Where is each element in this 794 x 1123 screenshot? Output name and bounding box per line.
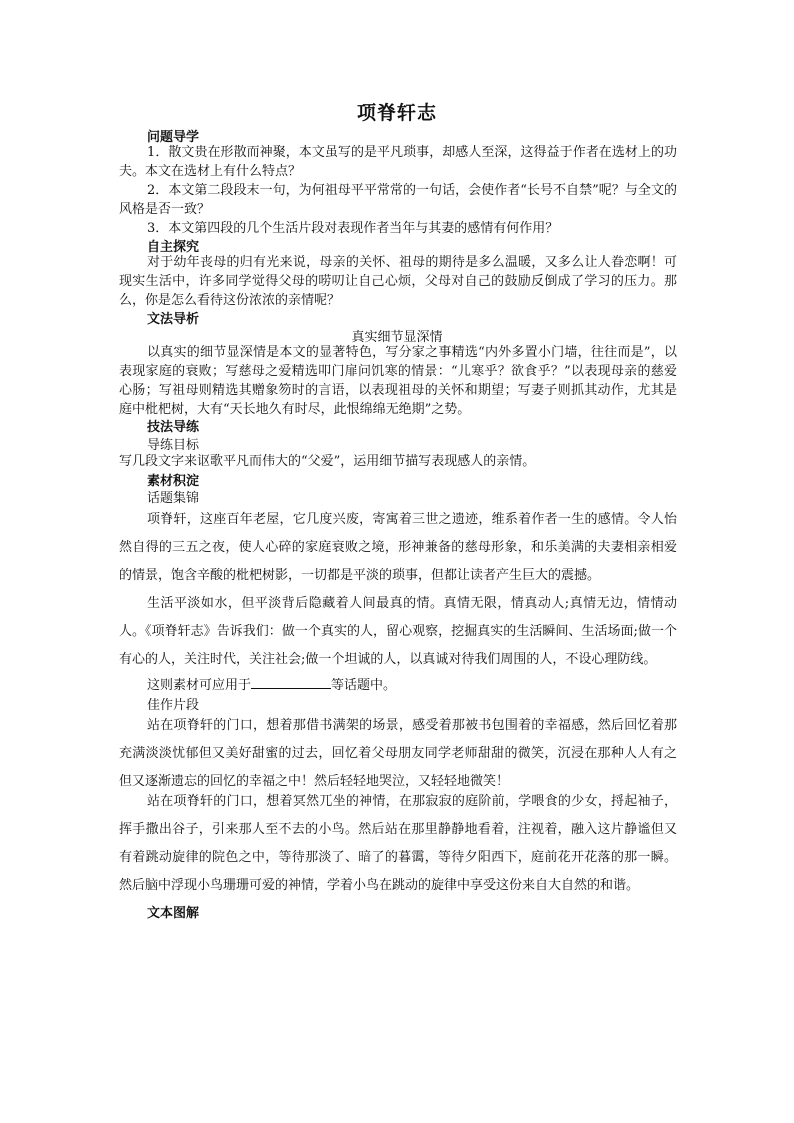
question-2: 2．本文第二段段末一句，为何祖母平平常常的一句话，会使作者“长号不自禁”呢？与全文的风格是否一致？ (119, 183, 677, 217)
question-1: 1．散文贵在形散而神聚，本文虽写的是平凡琐事，却感人至深，这得益于作者在选材上的功夫。本文在选材上有什么特点？ (119, 145, 677, 179)
apply-text-after: 等话题中。 (331, 678, 397, 693)
question-3: 3．本文第四段的几个生活片段对表现作者当年与其妻的感情有何作用？ (147, 221, 559, 236)
paragraph-zizhu-tanjiu: 对于幼年丧母的归有光来说，母亲的关怀、祖母的期待是多么温暖，又多么让人眷恋啊！可现实生活中，许多同学觉得父母的唠叨让自己心烦，父母对自己的鼓励反倒成了学习的压力。那么，你是怎么看待这份浓浓的亲情呢？ (119, 255, 677, 308)
heading-zizhu-tanjiu: 自主探究 (147, 240, 200, 255)
document-title: 项脊轩志 (356, 102, 437, 124)
fill-in-blank[interactable] (251, 676, 331, 689)
subheading-huati-jijin: 话题集锦 (147, 491, 200, 506)
heading-wenben-tujie: 文本图解 (147, 906, 200, 921)
heading-wenfa-daoxi: 文法导析 (147, 312, 200, 327)
paragraph-jiazuo-1: 站在项脊轩的门口，想着那借书满架的场景，感受着那被书包围着的幸福感，然后回忆着那充满淡淡忧郁但又美好甜蜜的过去，回忆着父母朋友同学老师甜甜的微笑，沉浸在那种人人有之但又逐渐遗忘的回忆的幸福之中！然后轻轻地哭泣，又轻轻地微笑！ (119, 718, 677, 789)
subheading-daolian-mubiao: 导练目标 (147, 438, 200, 453)
paragraph-daolian-mubiao: 写几段文字来讴歌平凡而伟大的“父爱”，运用细节描写表现感人的亲情。 (119, 454, 536, 469)
paragraph-sucai-apply (119, 676, 677, 695)
subheading-jiazuo-pianduan: 佳作片段 (147, 698, 200, 713)
heading-jifa-daolian: 技法导练 (147, 420, 200, 435)
heading-wenti-daoxue: 问题导学 (147, 130, 200, 145)
heading-sucai-jidian: 素材积淀 (147, 474, 200, 489)
paragraph-jiazuo-2: 站在项脊轩的门口，想着冥然兀坐的神情，在那寂寂的庭阶前，学喂食的少女，捋起袖子，挥手撒出谷子，引来那人至不去的小鸟。然后站在那里静静地看着，注视着，融入这片静谧但又有着跳动旋律的院色之中，等待那淡了、暗了的暮霭，等待夕阳西下，庭前花开花落的那一瞬。然后脑中浮现小鸟珊珊可爱的神情，学着小鸟在跳动的旋律中享受这份来自大自然的和谐。 (119, 794, 677, 893)
subtitle-zhenshi-xijie: 真实细节显深情 (351, 330, 443, 345)
paragraph-sucai-1: 项脊轩，这座百年老屋，它几度兴废，寄寓着三世之遗迹，维系着作者一生的感情。令人怡然自得的三五之夜，使人心碎的家庭衰败之境，形神兼备的慈母形象，和乐美满的夫妻相亲相爱的情景，饱含辛酸的枇杷树影，一切都是平淡的琐事，但都让读者产生巨大的震撼。 (119, 512, 677, 583)
paragraph-sucai-2: 生活平淡如水，但平淡背后隐藏着人间最真的情。真情无限，情真动人;真情无边，情情动人。《项脊轩志》告诉我们：做一个真实的人，留心观察，挖掘真实的生活瞬间、生活场面;做一个有心的人，关注时代，关注社会;做一个坦诚的人，以真诚对待我们周围的人，不设心理防线。 (119, 596, 677, 667)
paragraph-wenfa-daoxi: 以真实的细节显深情是本文的显著特色，写分家之事精选“内外多置小门墙，往往而是”，以表现家庭的衰败；写慈母之爱精选叩门扉问饥寒的情景：“儿寒乎？欲食乎？”以表现母亲的慈爱心肠；写祖母则精选其赠象笏时的言语，以表现祖母的关怀和期望；写妻子则抓其动作，尤其是庭中枇杷树，大有“天长地久有时尽，此恨绵绵无绝期”之势。 (119, 345, 677, 417)
apply-text-before: 这则素材可应用于 (147, 678, 252, 693)
